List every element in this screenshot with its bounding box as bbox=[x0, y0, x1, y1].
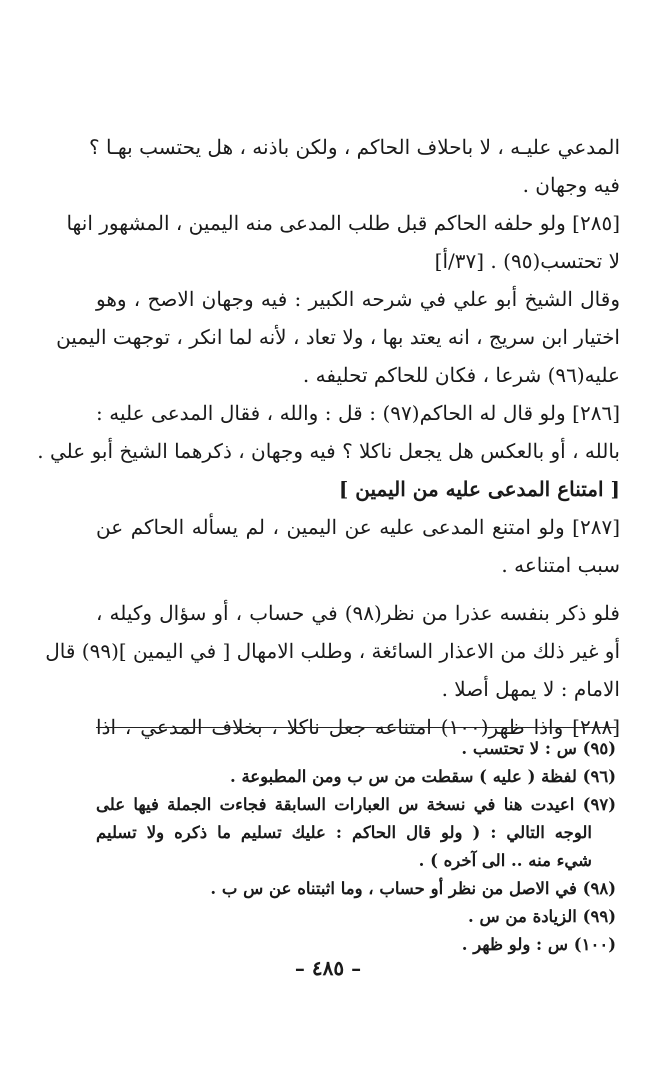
text-line: [٢٨٨] واذا ظهر(١٠٠) امتناعه جعل ناكلا ، بخلاف المدعي ، اذا bbox=[96, 715, 620, 739]
text-line: المدعي عليـه ، لا باحلاف الحاكم ، ولكن باذنه ، هل يحتسب بهـا ؟ bbox=[89, 135, 620, 159]
footnote: (١٠٠) س : ولو ظهر . bbox=[461, 935, 616, 954]
text-line: عليه(٩٦) شرعا ، فكان للحاكم تحليفه . bbox=[302, 363, 620, 387]
page-number: – ٤٨٥ – bbox=[294, 956, 362, 980]
text-line: لا تحتسب(٩٥) . [٣٧/أ] bbox=[434, 249, 620, 273]
text-line: سبب امتناعه . bbox=[501, 553, 620, 577]
footnote-divider bbox=[96, 727, 616, 728]
text-line: فلو ذكر بنفسه عذرا من نظر(٩٨) في حساب ، أو سؤال وكيله ، bbox=[96, 601, 620, 625]
text-line: وقال الشيخ أبو علي في شرحه الكبير : فيه وجهان الاصح ، وهو bbox=[96, 287, 620, 311]
text-line: [٢٨٦] ولو قال له الحاكم(٩٧) : قل : والله ، فقال المدعى عليه : bbox=[96, 401, 620, 425]
footnote: (٩٩) الزيادة من س . bbox=[468, 907, 616, 926]
text-line: بالله ، أو بالعكس هل يجعل ناكلا ؟ فيه وجهان ، ذكرهما الشيخ أبو علي . bbox=[37, 439, 620, 463]
footnote: شيء منه .. الى آخره ) . bbox=[418, 851, 592, 870]
text-line: أو غير ذلك من الاعذار السائغة ، وطلب الامهال [ في اليمين ](٩٩) قال bbox=[45, 639, 620, 663]
text-line: [٢٨٥] ولو حلفه الحاكم قبل طلب المدعى منه اليمين ، المشهور انها bbox=[66, 211, 620, 235]
text-line: الامام : لا يمهل أصلا . bbox=[441, 677, 620, 701]
text-line: اختيار ابن سريج ، انه يعتد بها ، ولا تعاد ، لأنه لما انكر ، توجهت اليمين bbox=[56, 325, 620, 349]
footnotes bbox=[96, 735, 616, 959]
main-text bbox=[37, 128, 620, 746]
text-line: فيه وجهان . bbox=[522, 173, 620, 197]
footnote: (٩٥) س : لا تحتسب . bbox=[461, 739, 616, 758]
section-heading: [ امتناع المدعى عليه من اليمين ] bbox=[338, 477, 620, 501]
footnote: (٩٧) اعيدت هنا في نسخة س العبارات السابقة فجاءت الجملة فيها على bbox=[96, 795, 616, 814]
footnote: (٩٦) لفظة ( عليه ) سقطت من س ب ومن المطبوعة . bbox=[229, 767, 616, 786]
footnote: (٩٨) في الاصل من نظر أو حساب ، وما اثبتناه عن س ب . bbox=[210, 879, 616, 898]
text-line: [٢٨٧] ولو امتنع المدعى عليه عن اليمين ، لم يسأله الحاكم عن bbox=[96, 515, 620, 539]
footnote: الوجه التالي : ( ولو قال الحاكم : عليك تسليم ما ذكره ولا تسليم bbox=[96, 823, 592, 842]
